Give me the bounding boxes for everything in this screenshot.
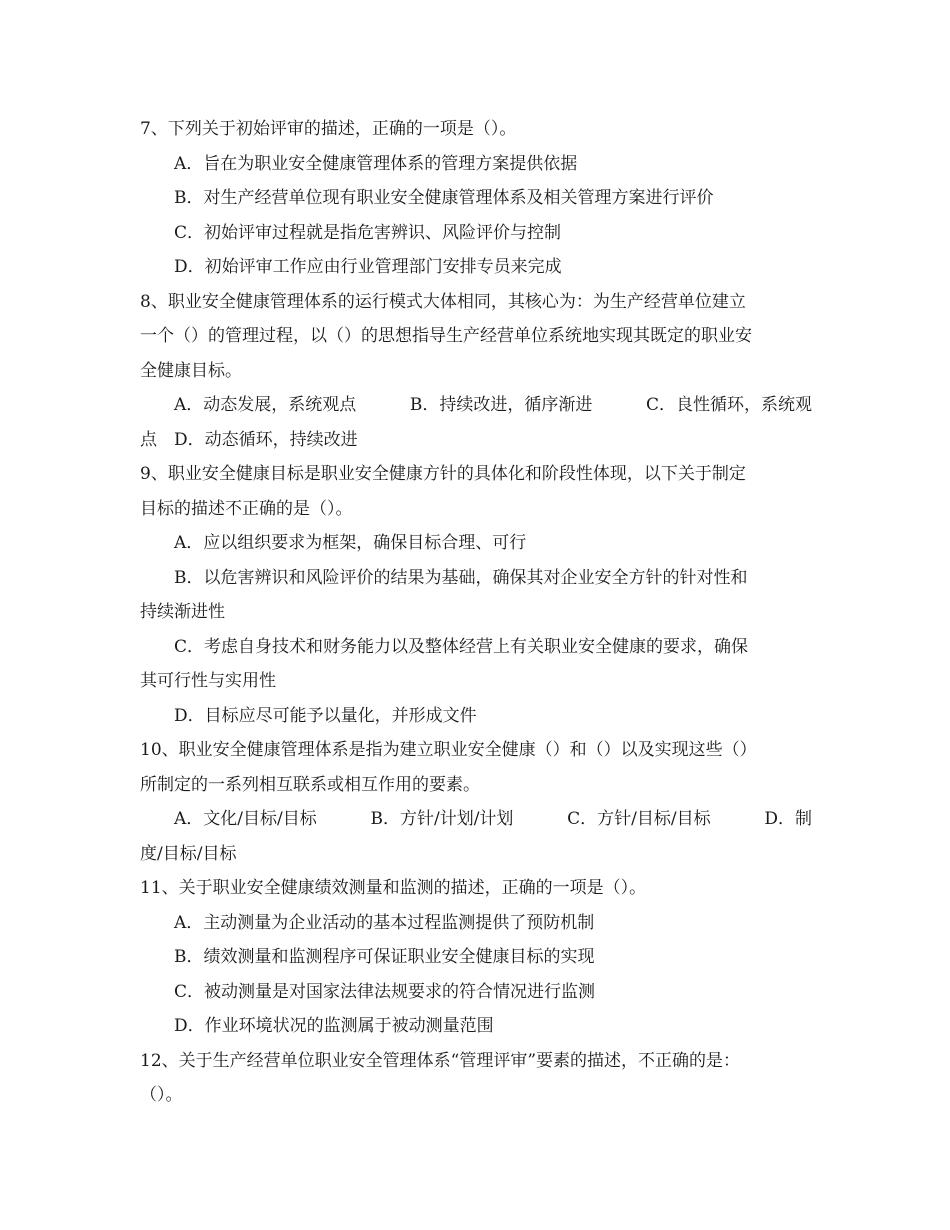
question-10-option-a: A．文化/目标/目标 [174, 809, 317, 829]
question-9-option-c: C．考虑自身技术和财务能力以及整体经营上有关职业安全健康的要求，确保 [174, 636, 749, 657]
question-11-stem: 11、关于职业安全健康绩效测量和监测的描述，正确的一项是（）。 [140, 878, 647, 898]
question-10-options-row [140, 802, 812, 837]
question-8-stem-line-3: 全健康目标。 [140, 360, 242, 381]
question-9-option-c-continued: 其可行性与实用性 [140, 671, 276, 691]
question-7-stem: 7、下列关于初始评审的描述，正确的一项是（）。 [140, 119, 517, 139]
question-7-option-b: B．对生产经营单位现有职业安全健康管理体系及相关管理方案进行评价 [174, 188, 714, 208]
question-8-stem-line-2: 一个（）的管理过程，以（）的思想指导生产经营单位系统地实现其既定的职业安 [140, 326, 752, 346]
question-7-option-c: C．初始评审过程就是指危害辨识、风险评价与控制 [174, 222, 562, 243]
question-list [140, 112, 812, 1113]
question-7-option-d: D．初始评审工作应由行业管理部门安排专员来完成 [174, 257, 562, 277]
question-10-stem-line-2: 所制定的一系列相互联系或相互作用的要素。 [140, 774, 480, 795]
question-9-stem-line-1: 9、职业安全健康目标是职业安全健康方针的具体化和阶段性体现，以下关于制定 [140, 464, 746, 484]
question-9-option-b-continued: 持续渐进性 [140, 602, 225, 622]
question-10-stem-line-1: 10、职业安全健康管理体系是指为建立职业安全健康（）和（）以及实现这些（） [140, 740, 757, 760]
question-10-option-b: B．方针/计划/计划 [370, 809, 514, 829]
question-9-option-d: D．目标应尽可能予以量化，并形成文件 [174, 705, 477, 726]
question-8-options-row [140, 388, 812, 423]
question-10-options-continued: 度/目标/目标 [140, 843, 237, 864]
question-10-option-c: C．方针/目标/目标 [567, 809, 711, 829]
question-12-stem-line-2: （）。 [140, 1085, 183, 1105]
question-11-option-a: A．主动测量为企业活动的基本过程监测提供了预防机制 [174, 912, 595, 933]
question-9-option-a: A．应以组织要求为框架，确保目标合理、可行 [174, 533, 527, 553]
question-8-option-c: C．良性循环，系统观 [645, 395, 812, 415]
question-12-stem-line-1: 12、关于生产经营单位职业安全管理体系“管理评审”要素的描述，不正确的是： [140, 1050, 741, 1071]
question-9-option-b: B．以危害辨识和风险评价的结果为基础，确保其对企业安全方针的针对性和 [174, 567, 748, 588]
question-7-option-a: A．旨在为职业安全健康管理体系的管理方案提供依据 [174, 153, 578, 174]
question-11-option-b: B．绩效测量和监测程序可保证职业安全健康目标的实现 [174, 947, 595, 967]
question-8-options-continued: 点 D．动态循环，持续改进 [140, 429, 358, 450]
question-8-option-a: A．动态发展，系统观点 [174, 395, 357, 415]
question-8-option-b: B．持续改进，循序渐进 [409, 395, 593, 415]
question-8-stem-line-1: 8、职业安全健康管理体系的运行模式大体相同，其核心为：为生产经营单位建立 [140, 291, 746, 312]
question-11-option-c: C．被动测量是对国家法律法规要求的符合情况进行监测 [174, 981, 596, 1002]
question-9-stem-line-2: 目标的描述不正确的是（）。 [140, 498, 353, 519]
question-10-option-d: D．制 [764, 809, 812, 829]
question-11-option-d: D．作业环境状况的监测属于被动测量范围 [174, 1016, 494, 1036]
